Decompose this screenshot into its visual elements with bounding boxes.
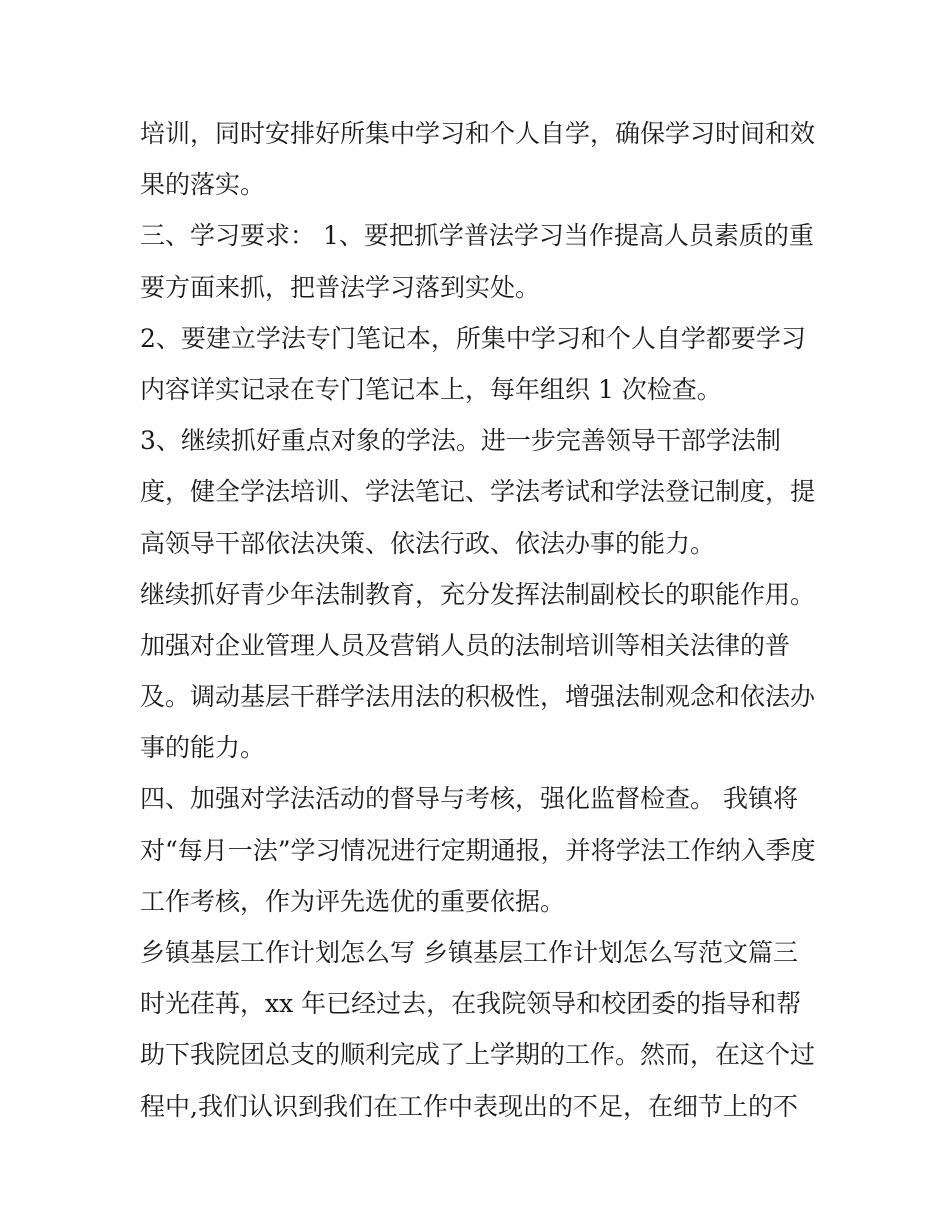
text-line-1: 培训，同时安排好所集中学习和个人自学，确保学习时间和效	[140, 119, 816, 148]
text-line-14: 四、加强对学法活动的督导与考核，强化监督检查。 我镇将	[140, 784, 798, 814]
text-line-18: 时光荏苒，xx 年已经过去，在我院领导和校团委的指导和帮	[140, 989, 802, 1019]
text-line-2: 果的落实。	[140, 170, 266, 200]
text-line-20: 程中,我们认识到我们在工作中表现出的不足，在细节上的不	[140, 1091, 798, 1121]
text-line-15: 对“每月一法”学习情况进行定期通报，并将学法工作纳入季度	[140, 835, 816, 865]
text-line-19: 助下我院团总支的顺利完成了上学期的工作。然而，在这个过	[140, 1040, 816, 1070]
text-line-10: 继续抓好青少年法制教育，充分发挥法制副校长的职能作用。	[140, 579, 816, 609]
text-line-5: 2、要建立学法专门笔记本，所集中学习和个人自学都要学习	[140, 323, 806, 353]
text-line-7: 3、继续抓好重点对象的学法。进一步完善领导干部学法制	[140, 426, 781, 456]
text-line-12: 及。调动基层干群学法用法的积极性，增强法制观念和依法办	[140, 682, 816, 712]
text-line-9: 高领导干部依法决策、依法行政、依法办事的能力。	[140, 528, 716, 558]
text-line-13: 事的能力。	[140, 733, 266, 763]
text-line-4: 要方面来抓，把普法学习落到实处。	[140, 272, 541, 302]
document-body	[140, 108, 820, 1132]
text-line-11: 加强对企业管理人员及营销人员的法制培训等相关法律的普	[140, 630, 791, 660]
text-line-17: 乡镇基层工作计划怎么写 乡镇基层工作计划怎么写范文篇三	[140, 938, 798, 967]
text-line-3: 三、学习要求： 1、要把抓学普法学习当作提高人员素质的重	[140, 221, 814, 251]
text-line-6: 内容详实记录在专门笔记本上，每年组织 1 次检查。	[140, 374, 722, 404]
text-line-16: 工作考核，作为评先选优的重要依据。	[140, 886, 566, 916]
text-line-8: 度，健全学法培训、学法笔记、学法考试和学法登记制度，提	[140, 477, 816, 507]
